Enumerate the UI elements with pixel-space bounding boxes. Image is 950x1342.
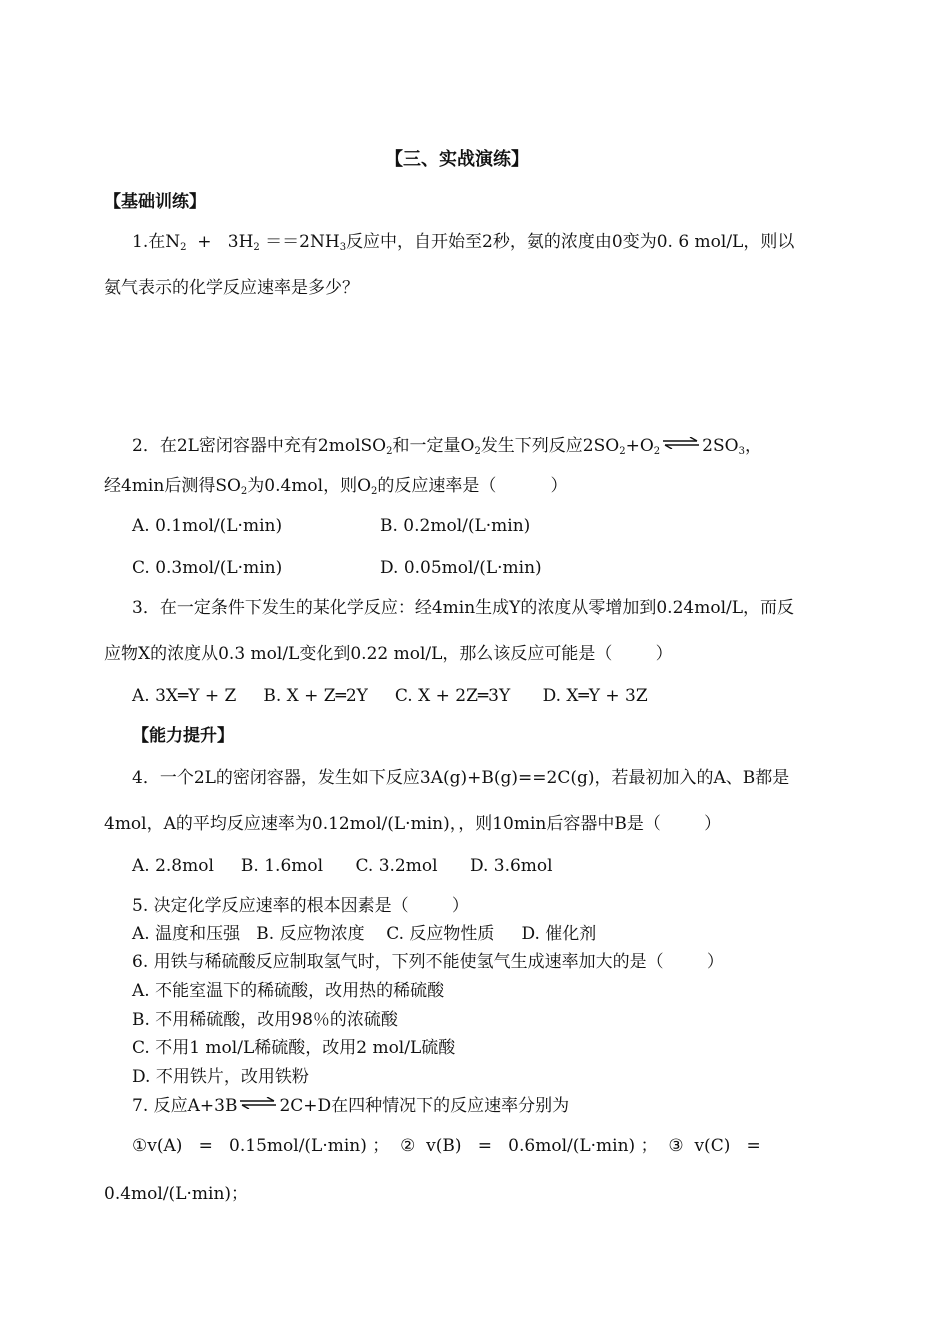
section-title: 【三、实战演练】 — [385, 149, 529, 170]
q6-line1: 6. 用铁与稀硫酸反应制取氢气时，下列不能使氢气生成速率加大的是（ ） — [132, 952, 724, 972]
q7-line2: ①v(A) = 0.15mol/(L·min) ； ② v(B) = 0.6mol/(L·min) ； ③ v(C) = — [132, 1136, 761, 1156]
q6-option-a: A. 不能室温下的稀硫酸，改用热的稀硫酸 — [132, 981, 445, 1001]
q6-option-d: D. 不用铁片，改用铁粉 — [132, 1067, 309, 1087]
q7-line3: 0.4mol/(L·min)； — [104, 1184, 249, 1204]
reversible-arrow-icon — [661, 437, 701, 449]
basic-heading: 【基础训练】 — [104, 192, 206, 212]
q6-option-c: C. 不用1 mol/L稀硫酸，改用2 mol/L硫酸 — [132, 1038, 456, 1058]
q4-line1: 4．一个2L的密闭容器，发生如下反应3A(g)+B(g)==2C(g)，若最初加入的A、B都是 — [132, 768, 790, 788]
q5-options: A. 温度和压强 B. 反应物浓度 C. 反应物性质 D. 催化剂 — [132, 924, 597, 944]
advanced-heading: 【能力提升】 — [132, 726, 234, 746]
q1-line2: 氨气表示的化学反应速率是多少？ — [104, 278, 359, 298]
q4-line2: 4mol，A的平均反应速率为0.12mol/(L·min)，，则10min后容器中B是（ ） — [104, 814, 722, 834]
q3-options: A. 3X═Y + Z B. X + Z═2Y C. X + 2Z═3Y D. X═Y + 3Z — [132, 686, 648, 706]
q2-option-d: D. 0.05mol/(L·min) — [380, 558, 542, 578]
q2-option-a: A. 0.1mol/(L·min) — [132, 516, 283, 536]
q3-line2: 应物X的浓度从0.3 mol/L变化到0.22 mol/L，那么该反应可能是（ ） — [104, 644, 673, 664]
q5-line1: 5. 决定化学反应速率的根本因素是（ ） — [132, 896, 469, 916]
q2-option-c: C. 0.3mol/(L·min) — [132, 558, 283, 578]
q6-option-b: B. 不用稀硫酸，改用98％的浓硫酸 — [132, 1010, 398, 1030]
q2-line1: 2．在2L密闭容器中充有2molSO$_2$和一定量$O_2$发生下列反应$2SO_2+O_2$ $2SO_3$， — [132, 436, 762, 457]
q7-line1: 7. 反应A+3B 2C+D在四种情况下的反应速率分别为 — [132, 1096, 570, 1116]
q2-line2: 经4min后测得$SO_2$为0.4mol，则$O_2$的反应速率是（ ） — [104, 476, 568, 497]
q2-option-b: B. 0.2mol/(L·min) — [380, 516, 531, 536]
q1-line1: 1.在$N_2 + 3H_2 ==2NH_3$反应中，自开始至2秒，氨的浓度由0变为0. 6 mol/L，则以 — [132, 232, 795, 253]
q4-options: A. 2.8mol B. 1.6mol C. 3.2mol D. 3.6mol — [132, 856, 553, 876]
reversible-arrow-icon — [238, 1097, 278, 1109]
q3-line1: 3．在一定条件下发生的某化学反应：经4min生成Y的浓度从零增加到0.24mol/L，而反 — [132, 598, 795, 618]
